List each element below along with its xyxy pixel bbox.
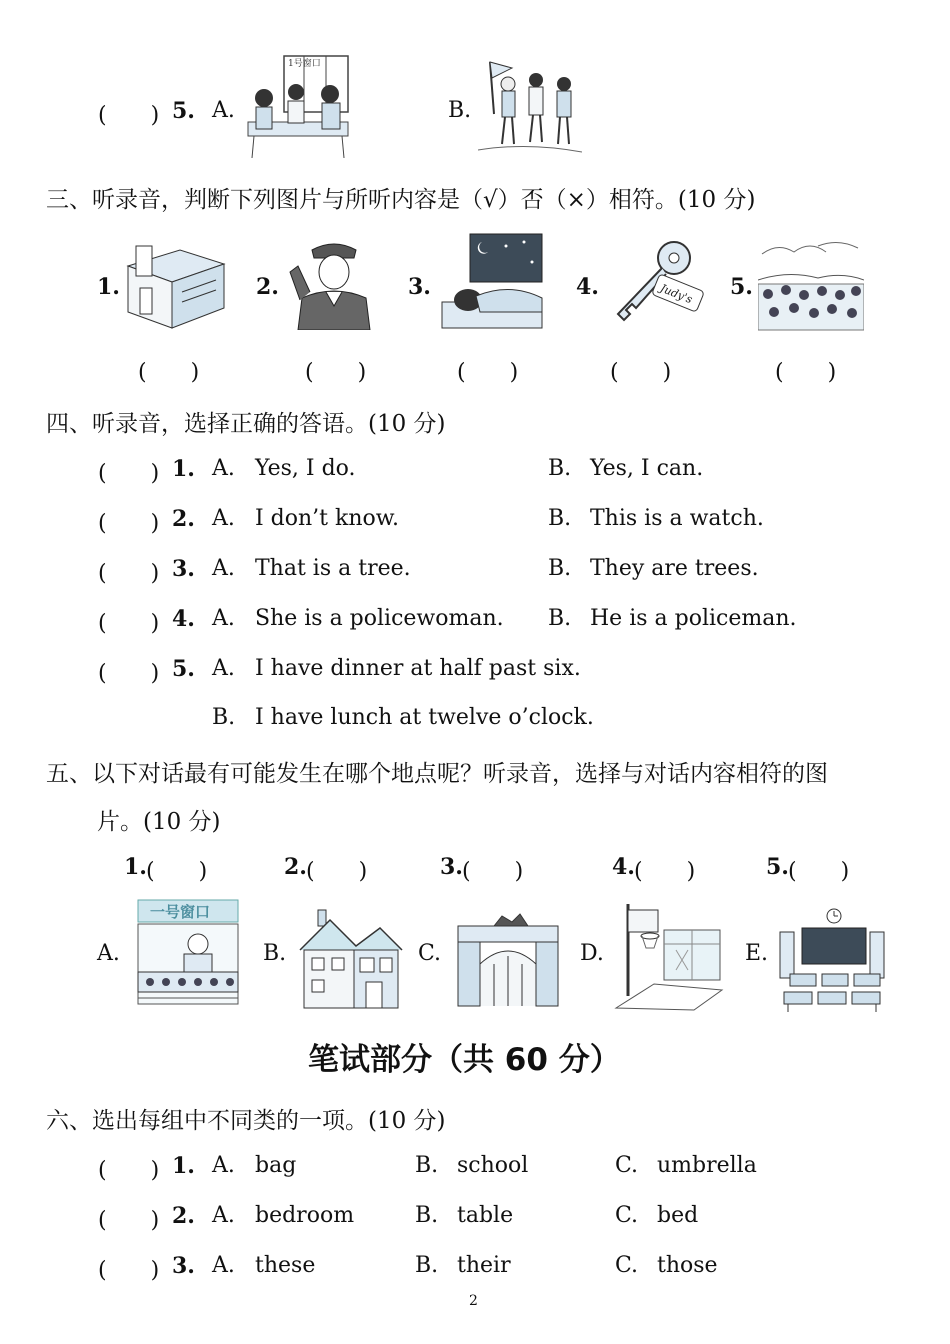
answer-paren[interactable]: ( ) xyxy=(610,360,672,385)
shop-building-picture xyxy=(120,236,228,330)
answer-paren[interactable]: ( ) xyxy=(98,1258,160,1283)
zoo-gate-picture xyxy=(454,904,562,1012)
option-text: Yes, I can. xyxy=(590,456,704,481)
section-heading: 五、以下对话最有可能发生在哪个地点呢？听录音，选择与对话内容相符的图 xyxy=(46,761,828,787)
option-label: A. xyxy=(212,606,235,631)
policeman-picture xyxy=(284,236,384,330)
item-number: 4. xyxy=(612,854,635,880)
option-text: school xyxy=(457,1153,529,1178)
item-number: 4. xyxy=(172,606,195,632)
item-number: 3. xyxy=(172,556,195,582)
section-heading: 三、听录音，判断下列图片与所听内容是（√）否（×）相符。(10 分) xyxy=(46,187,756,213)
option-text: I have dinner at half past six. xyxy=(255,656,581,681)
answer-paren[interactable]: ( ) xyxy=(138,360,200,385)
picture-number: 5. xyxy=(730,274,753,300)
item-number: 2. xyxy=(284,854,307,880)
item-number: 1. xyxy=(172,456,195,482)
key-tag-text: Judy's xyxy=(658,281,695,307)
picture-label: A. xyxy=(97,941,120,966)
dining-hall-window-picture xyxy=(134,894,242,1010)
key-picture xyxy=(604,236,710,328)
window-sign: 一号窗口 xyxy=(150,903,211,921)
option-label: A. xyxy=(212,506,235,531)
option-text: those xyxy=(657,1253,718,1278)
option-label: A. xyxy=(212,556,235,581)
option-label: B. xyxy=(415,1153,439,1178)
answer-paren[interactable]: ( ) xyxy=(788,859,850,884)
item-number: 3. xyxy=(440,854,463,880)
item-number: 1. xyxy=(172,1153,195,1179)
option-label: B. xyxy=(415,1253,439,1278)
item-number: 3. xyxy=(172,1253,195,1279)
picture-number: 1. xyxy=(97,274,120,300)
answer-paren[interactable]: ( ) xyxy=(457,360,519,385)
option-label: A. xyxy=(212,656,235,681)
basketball-court-picture xyxy=(614,900,724,1012)
page-number: 2 xyxy=(469,1293,478,1309)
window-sign: 1号窗口 xyxy=(288,59,321,69)
answer-paren[interactable]: ( ) xyxy=(775,360,837,385)
option-label: B. xyxy=(548,456,572,481)
option-text: their xyxy=(457,1253,511,1278)
option-text: He is a policeman. xyxy=(590,606,797,631)
option-label: A. xyxy=(212,1153,235,1178)
picture-label: B. xyxy=(263,941,287,966)
item-number: 2. xyxy=(172,1203,195,1229)
hiking-picture xyxy=(478,54,582,160)
item-number: 2. xyxy=(172,506,195,532)
option-text: I don’t know. xyxy=(255,506,399,531)
answer-paren[interactable]: ( ) xyxy=(98,103,160,128)
option-label: A. xyxy=(212,1253,235,1278)
answer-paren[interactable]: ( ) xyxy=(98,1158,160,1183)
option-text: these xyxy=(255,1253,316,1278)
answer-paren[interactable]: ( ) xyxy=(146,859,208,884)
option-text: That is a tree. xyxy=(255,556,411,581)
canteen-picture xyxy=(244,52,352,160)
option-text: table xyxy=(457,1203,514,1228)
answer-paren[interactable]: ( ) xyxy=(98,611,160,636)
answer-paren[interactable]: ( ) xyxy=(98,461,160,486)
option-label: A. xyxy=(212,1203,235,1228)
answer-paren[interactable]: ( ) xyxy=(634,859,696,884)
picture-number: 3. xyxy=(408,274,431,300)
option-label: A. xyxy=(212,456,235,481)
picture-label: E. xyxy=(745,941,769,966)
flower-field-picture xyxy=(758,238,864,332)
option-text: This is a watch. xyxy=(590,506,764,531)
classroom-picture xyxy=(778,904,886,1014)
option-label: B. xyxy=(448,98,472,123)
option-label: B. xyxy=(548,556,572,581)
option-label: C. xyxy=(615,1253,639,1278)
answer-paren[interactable]: ( ) xyxy=(306,859,368,884)
picture-label: C. xyxy=(418,941,442,966)
option-label: C. xyxy=(615,1153,639,1178)
option-text: They are trees. xyxy=(590,556,759,581)
option-text: bag xyxy=(255,1153,297,1178)
item-number: 5. xyxy=(172,656,195,682)
option-label: B. xyxy=(548,606,572,631)
section-heading: 四、听录音，选择正确的答语。(10 分) xyxy=(46,411,446,437)
answer-paren[interactable]: ( ) xyxy=(462,859,524,884)
option-label: B. xyxy=(415,1203,439,1228)
sleeping-picture xyxy=(440,232,544,330)
section-heading: 六、选出每组中不同类的一项。(10 分) xyxy=(46,1108,446,1134)
option-text: She is a policewoman. xyxy=(255,606,504,631)
answer-paren[interactable]: ( ) xyxy=(98,1208,160,1233)
option-text: I have lunch at twelve o’clock. xyxy=(255,705,594,730)
option-label: C. xyxy=(615,1203,639,1228)
option-label: B. xyxy=(548,506,572,531)
item-number: 5. xyxy=(766,854,789,880)
option-label: B. xyxy=(212,705,236,730)
section-heading-continued: 片。(10 分) xyxy=(97,809,221,835)
item-number: 1. xyxy=(124,854,147,880)
option-label: A. xyxy=(212,98,235,123)
picture-number: 4. xyxy=(576,274,599,300)
option-text: umbrella xyxy=(657,1153,757,1178)
option-text: bedroom xyxy=(255,1203,355,1228)
picture-number: 2. xyxy=(256,274,279,300)
item-number: 5. xyxy=(172,98,195,124)
house-picture xyxy=(296,906,404,1012)
answer-paren[interactable]: ( ) xyxy=(98,561,160,586)
answer-paren[interactable]: ( ) xyxy=(305,360,367,385)
option-text: bed xyxy=(657,1203,699,1228)
written-part-title: 笔试部分（共 60 分） xyxy=(308,1042,621,1078)
answer-paren[interactable]: ( ) xyxy=(98,661,160,686)
answer-paren[interactable]: ( ) xyxy=(98,511,160,536)
picture-label: D. xyxy=(580,941,604,966)
option-text: Yes, I do. xyxy=(255,456,356,481)
